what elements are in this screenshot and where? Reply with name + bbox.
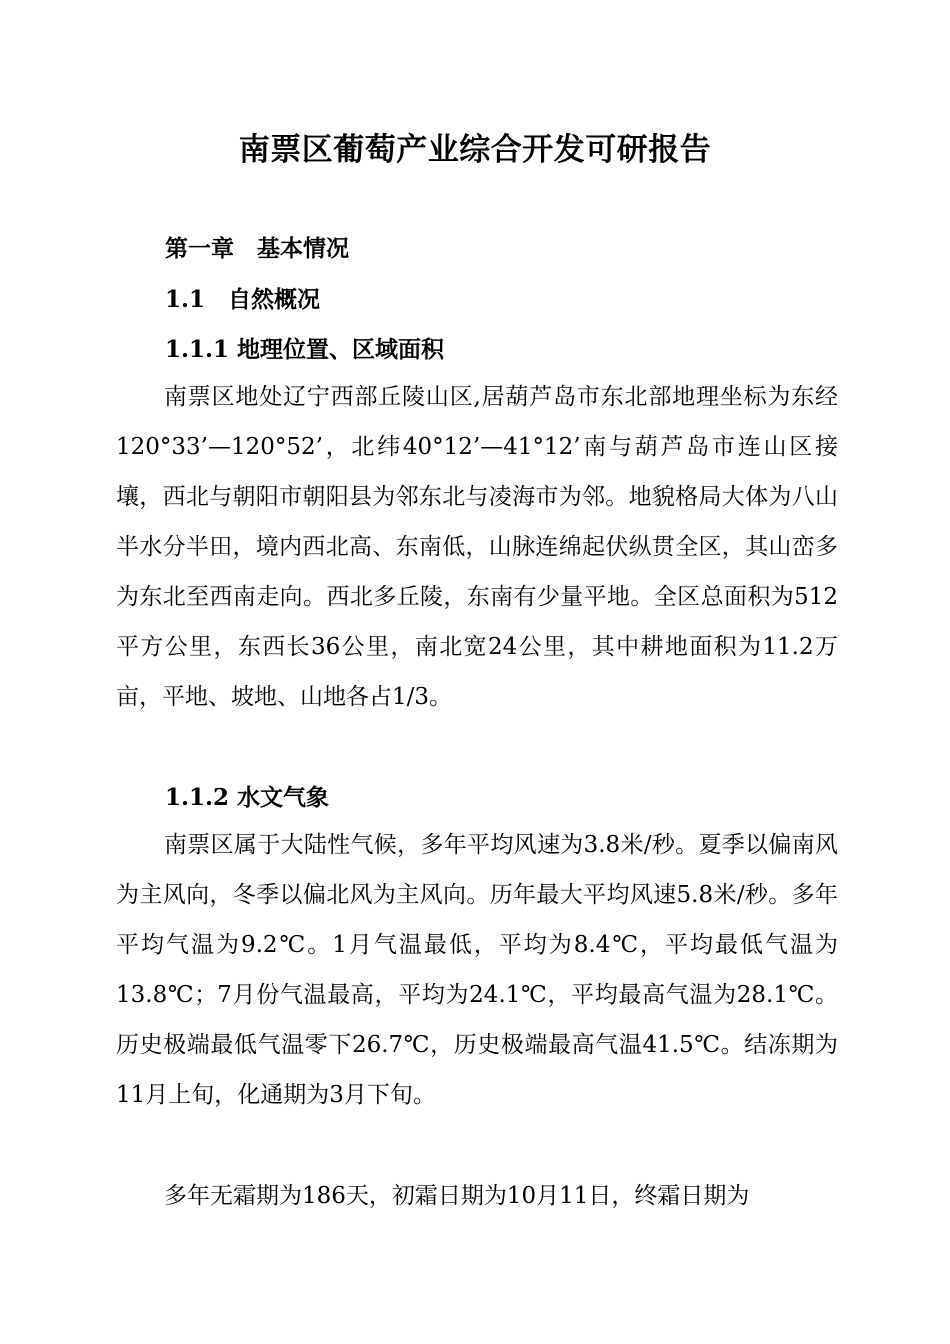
paragraph-frost: 多年无霜期为186天，初霜日期为10月11日，终霜日期为 xyxy=(164,1183,750,1209)
document-title: 南票区葡萄产业综合开发可研报告 xyxy=(238,132,712,168)
paragraph-location: 南票区地处辽宁西部丘陵山区,居葫芦岛市东北部地理坐标为东经120°33’—120°52’，北纬40°12’—41°12’南与葫芦岛市连山区接壤，西北与朝阳市朝阳县为邻东北与凌海市为邻。地貌格局大体为八山半水分半田，境内西北高、东南低，山脉连绵起伏纵贯全区，其山峦多为东北至西南走向。西北多丘陵，东南有少量平地。全区总面积为512平方公里，东西长36公里，南北宽24公里，其中耕地面积为11.2万亩，平地、坡地、山地各占1/3。 xyxy=(116,384,838,710)
chapter-heading: 第一章 基本情况 xyxy=(165,235,349,262)
paragraph-climate: 南票区属于大陆性气候，多年平均风速为3.8米/秒。夏季以偏南风为主风向，冬季以偏北风为主风向。历年最大平均风速5.8米/秒。多年平均气温为9.2℃。1月气温最低，平均为8.4℃，平均最低气温为13.8℃；7月份气温最高，平均为24.1℃，平均最高气温为28.1℃。历史极端最低气温零下26.7℃，历史极端最高气温41.5℃。结冻期为11月上旬，化通期为3月下旬。 xyxy=(116,832,838,1108)
section-heading-1-1-1: 1.1.1 地理位置、区域面积 xyxy=(165,336,445,363)
section-heading-1-1-2: 1.1.2 水文气象 xyxy=(165,784,330,811)
section-heading-1-1: 1.1 自然概况 xyxy=(165,286,321,313)
